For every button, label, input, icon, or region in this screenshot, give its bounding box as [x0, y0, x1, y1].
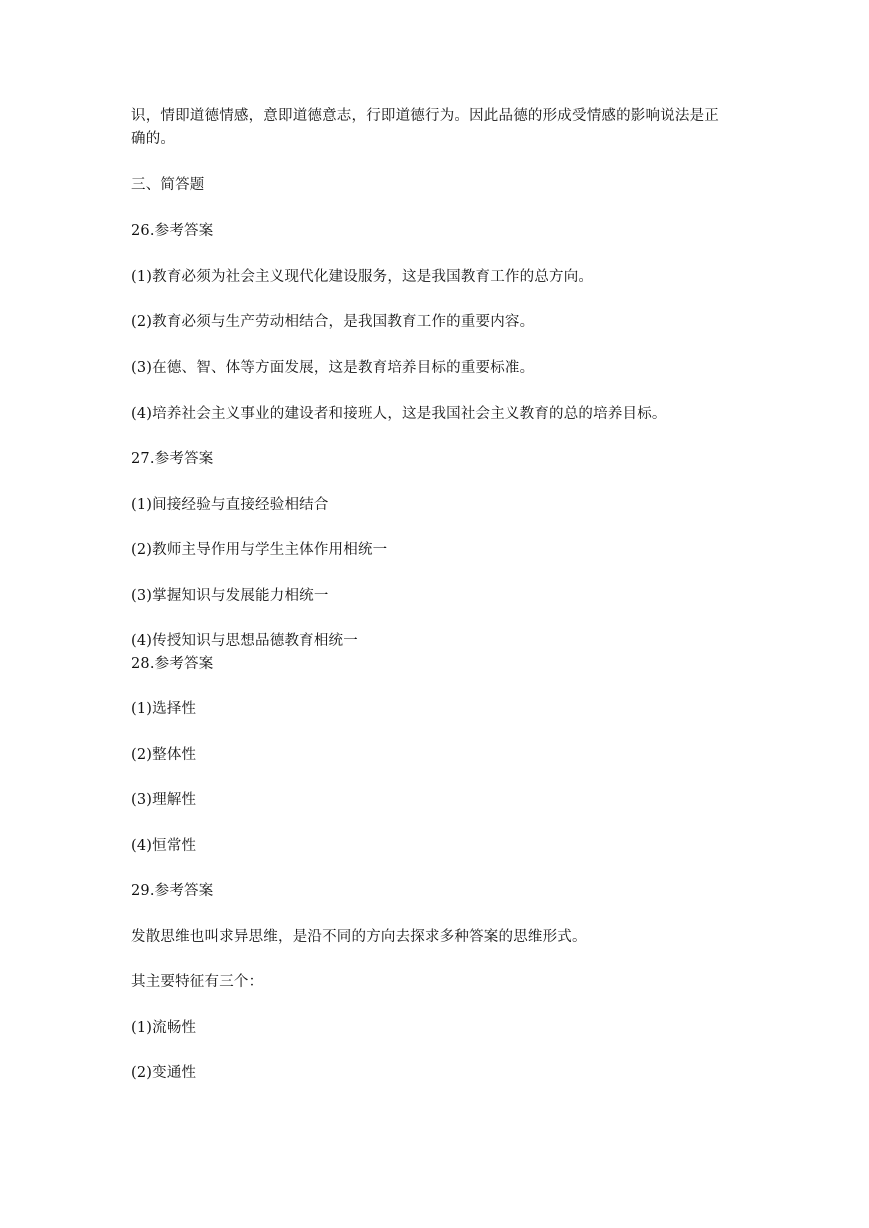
q28-title: 28.参考答案	[131, 656, 214, 672]
q27-item-1: (1)间接经验与直接经验相结合	[131, 497, 329, 513]
q27-item-3: (3)掌握知识与发展能力相统一	[131, 588, 329, 604]
section-heading: 三、简答题	[131, 177, 205, 193]
q26-item-3: (3)在德、智、体等方面发展，这是教育培养目标的重要标准。	[131, 360, 535, 376]
q26-item-4: (4)培养社会主义事业的建设者和接班人，这是我国社会主义教育的总的培养目标。	[131, 406, 667, 422]
intro-line-1: 识，情即道德情感，意即道德意志，行即道德行为。因此品德的形成受情感的影响说法是正	[131, 108, 719, 124]
q28-item-2: (2)整体性	[131, 747, 197, 763]
q28-item-4: (4)恒常性	[131, 838, 197, 854]
q27-item-4: (4)传授知识与思想品德教育相统一	[131, 633, 358, 649]
q26-title: 26.参考答案	[131, 223, 214, 239]
q29-item-1: (1)流畅性	[131, 1020, 197, 1036]
q27-title: 27.参考答案	[131, 451, 214, 467]
q29-features-intro: 其主要特征有三个：	[131, 974, 264, 990]
q29-definition: 发散思维也叫求异思维，是沿不同的方向去探求多种答案的思维形式。	[131, 929, 587, 945]
q27-item-2: (2)教师主导作用与学生主体作用相统一	[131, 542, 388, 558]
q28-item-3: (3)理解性	[131, 792, 197, 808]
intro-line-2: 确的。	[131, 131, 176, 147]
q26-item-2: (2)教育必须与生产劳动相结合，是我国教育工作的重要内容。	[131, 314, 535, 330]
q28-item-1: (1)选择性	[131, 701, 197, 717]
q29-title: 29.参考答案	[131, 883, 214, 899]
q29-item-2: (2)变通性	[131, 1065, 197, 1081]
q26-item-1: (1)教育必须为社会主义现代化建设服务，这是我国教育工作的总方向。	[131, 269, 594, 285]
